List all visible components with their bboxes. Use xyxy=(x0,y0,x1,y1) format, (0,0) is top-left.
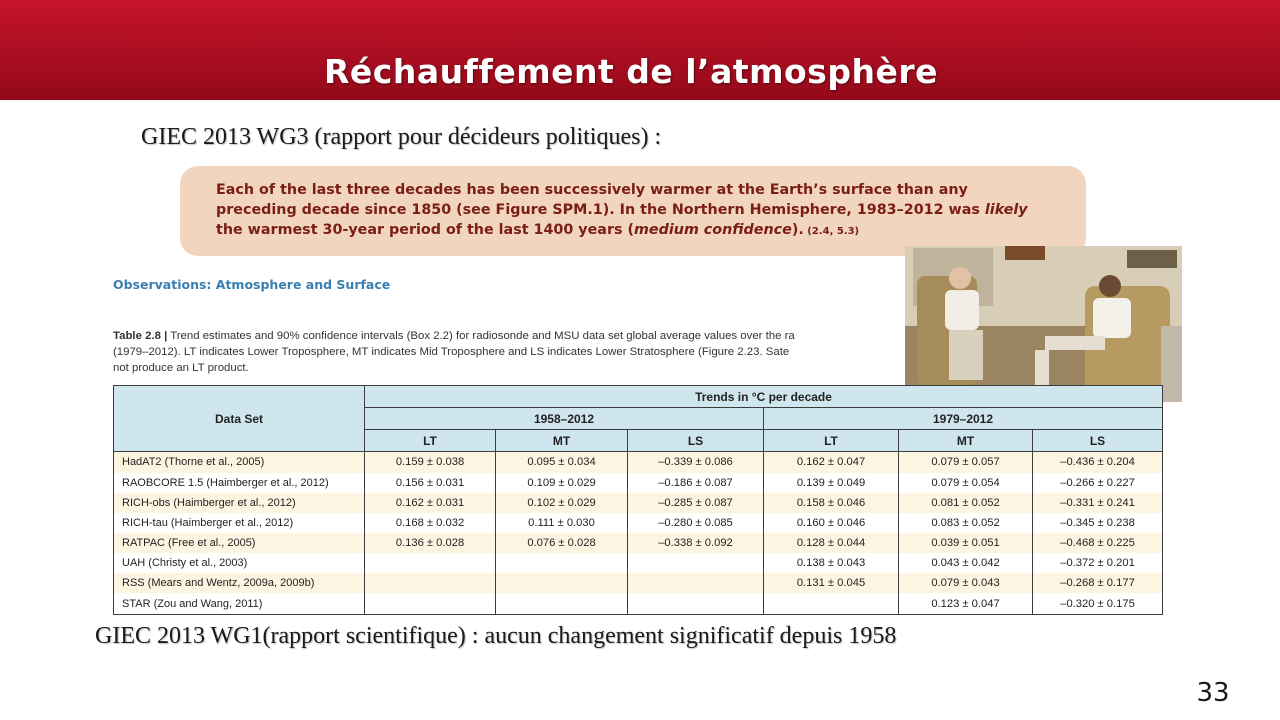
caption-label: Table 2.8 | xyxy=(113,330,168,342)
table-cell: 0.076 ± 0.028 xyxy=(496,533,628,553)
dataset-name: RICH-tau (Haimberger et al., 2012) xyxy=(114,513,365,533)
table-cell: –0.280 ± 0.085 xyxy=(628,513,764,533)
table-cell: 0.039 ± 0.051 xyxy=(899,533,1033,553)
table-cell: 0.102 ± 0.029 xyxy=(496,493,628,513)
table-cell xyxy=(496,593,628,614)
table-cell: 0.162 ± 0.031 xyxy=(365,493,496,513)
period-1958-2012: 1958–2012 xyxy=(365,408,764,430)
table-cell: –0.339 ± 0.086 xyxy=(628,452,764,473)
dataset-header: Data Set xyxy=(114,386,365,452)
table-cell: 0.079 ± 0.057 xyxy=(899,452,1033,473)
dataset-name: HadAT2 (Thorne et al., 2005) xyxy=(114,452,365,473)
quote-medium-confidence: medium confidence xyxy=(634,222,792,238)
quote-text-2: the warmest 30-year period of the last 1400 years ( xyxy=(216,222,635,238)
dataset-name: RATPAC (Free et al., 2005) xyxy=(114,533,365,553)
table-cell xyxy=(496,553,628,573)
table-cell: 0.131 ± 0.045 xyxy=(764,573,899,593)
table-cell: 0.139 ± 0.049 xyxy=(764,473,899,493)
col-ls: LS xyxy=(628,430,764,452)
table-cell: 0.158 ± 0.046 xyxy=(764,493,899,513)
table-cell: 0.160 ± 0.046 xyxy=(764,513,899,533)
quote-ref: (2.4, 5.3) xyxy=(803,226,860,237)
col-lt: LT xyxy=(365,430,496,452)
table-cell: –0.331 ± 0.241 xyxy=(1033,493,1163,513)
title-bar xyxy=(0,0,1280,100)
table-cell: 0.109 ± 0.029 xyxy=(496,473,628,493)
table-cell: –0.285 ± 0.087 xyxy=(628,493,764,513)
table-cell xyxy=(628,573,764,593)
quote-box xyxy=(180,166,1086,256)
table-cell: 0.079 ± 0.054 xyxy=(899,473,1033,493)
table-cell: 0.123 ± 0.047 xyxy=(899,593,1033,614)
table-row xyxy=(114,533,1163,553)
table-cell: 0.083 ± 0.052 xyxy=(899,513,1033,533)
col-ls: LS xyxy=(1033,430,1163,452)
col-mt: MT xyxy=(496,430,628,452)
subtitle-wg1: GIEC 2013 WG1(rapport scientifique) : aucun changement significatif depuis 1958 xyxy=(95,623,897,649)
caption-line-3: not produce an LT product. xyxy=(113,362,249,374)
slide-number: 33 xyxy=(1196,678,1230,708)
quote-likely: likely xyxy=(984,202,1028,218)
table-cell: –0.345 ± 0.238 xyxy=(1033,513,1163,533)
table-cell: –0.266 ± 0.227 xyxy=(1033,473,1163,493)
table-cell xyxy=(764,593,899,614)
table-cell: –0.338 ± 0.092 xyxy=(628,533,764,553)
table-row xyxy=(114,473,1163,493)
table-cell: 0.081 ± 0.052 xyxy=(899,493,1033,513)
col-lt: LT xyxy=(764,430,899,452)
quote-text-1: Each of the last three decades has been successively warmer at the Earth’s surface than any preceding decade since 1850 (see Figure SPM.1). In the Northern Hemisphere, 1983–2012 was xyxy=(216,182,985,218)
trend-table xyxy=(113,385,1163,615)
subtitle-wg3: GIEC 2013 WG3 (rapport pour décideurs politiques) : xyxy=(141,124,662,150)
table-cell: 0.095 ± 0.034 xyxy=(496,452,628,473)
caption-line-1: Trend estimates and 90% confidence intervals (Box 2.2) for radiosonde and MSU data set global average values over the ra xyxy=(167,330,795,342)
table-row xyxy=(114,493,1163,513)
slide-title: Réchauffement de l’atmosphère xyxy=(324,52,938,91)
table-cell: –0.436 ± 0.204 xyxy=(1033,452,1163,473)
table-cell: 0.079 ± 0.043 xyxy=(899,573,1033,593)
table-cell: 0.128 ± 0.044 xyxy=(764,533,899,553)
table-row xyxy=(114,553,1163,573)
observations-heading: Observations: Atmosphere and Surface xyxy=(113,277,391,292)
table-cell: 0.156 ± 0.031 xyxy=(365,473,496,493)
table-cell: 0.136 ± 0.028 xyxy=(365,533,496,553)
table-cell xyxy=(628,553,764,573)
table-cell: –0.468 ± 0.225 xyxy=(1033,533,1163,553)
table-row xyxy=(114,513,1163,533)
table-body xyxy=(114,452,1163,615)
table-cell xyxy=(365,593,496,614)
table-cell xyxy=(628,593,764,614)
table-row xyxy=(114,593,1163,614)
interview-image xyxy=(905,246,1182,402)
dataset-name: RSS (Mears and Wentz, 2009a, 2009b) xyxy=(114,573,365,593)
table-cell: 0.159 ± 0.038 xyxy=(365,452,496,473)
table-cell: 0.043 ± 0.042 xyxy=(899,553,1033,573)
table-cell: 0.111 ± 0.030 xyxy=(496,513,628,533)
caption-line-2: (1979–2012). LT indicates Lower Troposphere, MT indicates Mid Troposphere and LS indicates Lower Stratosphere (Figure 2.23. Sate xyxy=(113,346,790,358)
dataset-name: RAOBCORE 1.5 (Haimberger et al., 2012) xyxy=(114,473,365,493)
col-mt: MT xyxy=(899,430,1033,452)
trends-header: Trends in °C per decade xyxy=(365,386,1163,408)
table-cell: –0.320 ± 0.175 xyxy=(1033,593,1163,614)
table-cell: 0.162 ± 0.047 xyxy=(764,452,899,473)
quote-text-3: ). xyxy=(791,222,804,238)
table-cell: 0.138 ± 0.043 xyxy=(764,553,899,573)
dataset-name: RICH-obs (Haimberger et al., 2012) xyxy=(114,493,365,513)
table-cell xyxy=(365,553,496,573)
table-cell: 0.168 ± 0.032 xyxy=(365,513,496,533)
table-cell: –0.268 ± 0.177 xyxy=(1033,573,1163,593)
table-row xyxy=(114,452,1163,473)
video-inset xyxy=(905,246,1182,402)
table-caption xyxy=(113,328,908,376)
table-cell: –0.186 ± 0.087 xyxy=(628,473,764,493)
dataset-name: STAR (Zou and Wang, 2011) xyxy=(114,593,365,614)
dataset-name: UAH (Christy et al., 2003) xyxy=(114,553,365,573)
table-cell xyxy=(496,573,628,593)
table-cell xyxy=(365,573,496,593)
table-cell: –0.372 ± 0.201 xyxy=(1033,553,1163,573)
period-1979-2012: 1979–2012 xyxy=(764,408,1163,430)
table-row xyxy=(114,573,1163,593)
